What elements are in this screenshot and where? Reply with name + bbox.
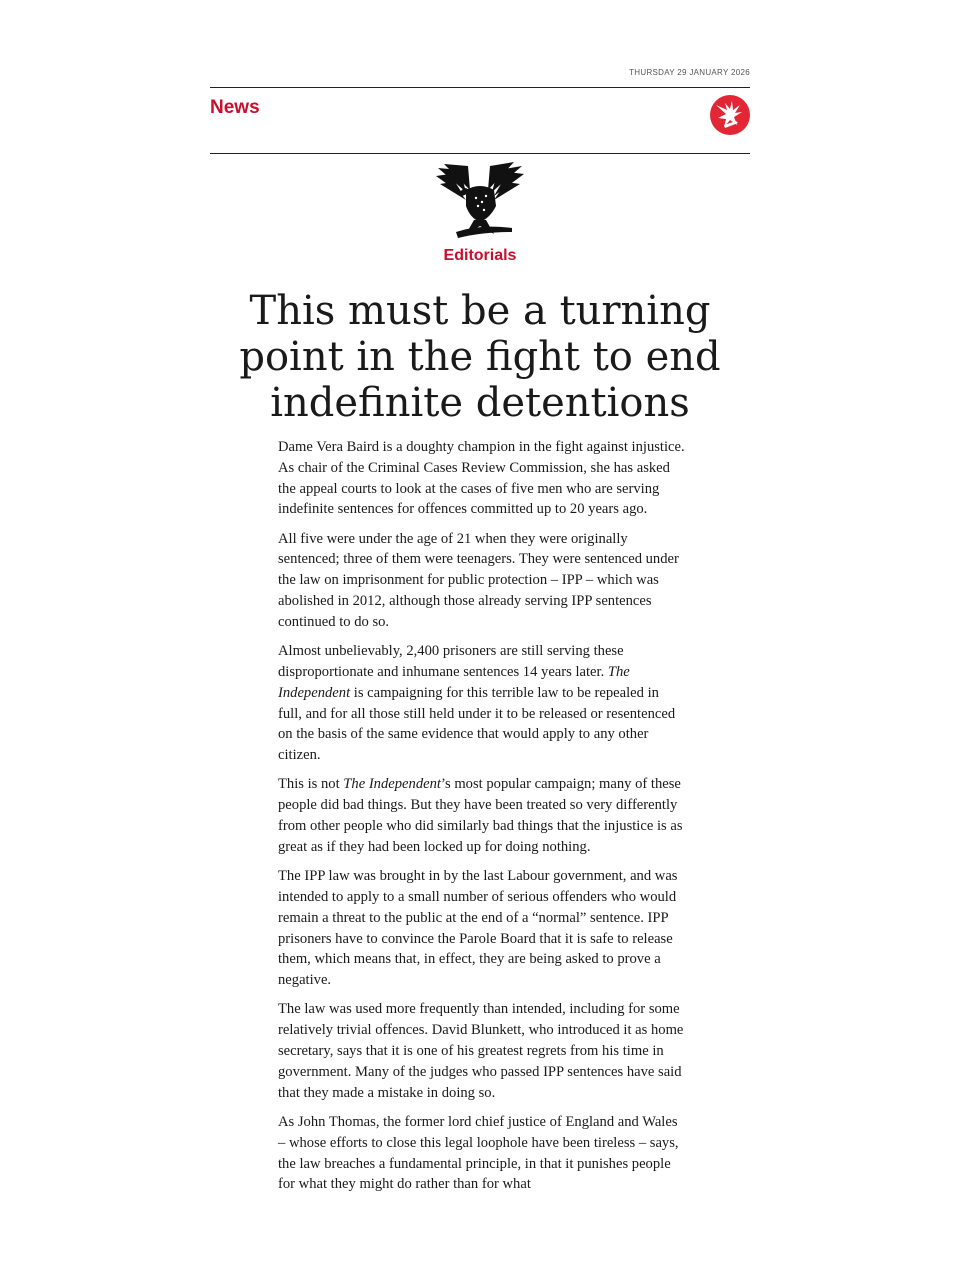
article-headline: This must be a turning point in the fight to end indefinite detentions bbox=[239, 288, 721, 426]
header-bottom-rule bbox=[210, 153, 750, 154]
article-paragraph bbox=[278, 641, 686, 766]
paragraph-text: All five were under the age of 21 when they were originally sentenced; three of them were teenagers. They were sentenced under the law on imprisonment for public protection – IPP – which was abolished in 2012, although those already serving IPP sentences continued to do so. bbox=[278, 530, 679, 630]
paragraph-text: The law was used more frequently than intended, including for some relatively trivial offences. David Blunkett, who introduced it as home secretary, says that it is one of his greatest regrets from his time in government. Many of the judges who passed IPP sentences have said that they made a mistake in doing so. bbox=[278, 1001, 684, 1101]
header-top-rule bbox=[210, 87, 750, 88]
paragraph-text: is campaigning for this terrible law to be repealed in full, and for all those still held under it to be released or resentenced on the basis of the same evidence that would apply to any other citizen. bbox=[278, 684, 676, 764]
publication-name: The Independent bbox=[343, 776, 441, 793]
article-paragraph bbox=[278, 866, 686, 991]
paragraph-text: As John Thomas, the former lord chief justice of England and Wales – whose efforts to close this legal loophole have been tireless – says, the law breaches a fundamental principle, in that it punishes people for what they might do rather than for what bbox=[278, 1113, 679, 1193]
eagle-logo-icon[interactable] bbox=[710, 95, 750, 135]
section-label[interactable]: News bbox=[210, 97, 260, 118]
paragraph-text: This is not bbox=[278, 776, 344, 793]
issue-date: THURSDAY 29 JANUARY 2026 bbox=[629, 68, 750, 77]
article-paragraph bbox=[278, 529, 686, 633]
paragraph-text: The IPP law was brought in by the last Labour government, and was intended to apply to a small number of serious offenders who would remain a threat to the public at the end of a “normal” sentence. IPP prisoners have to convince the Parole Board that it is safe to release them, which means that, in effect, they are being asked to prove a negative. bbox=[278, 868, 678, 989]
article-paragraph bbox=[278, 774, 686, 857]
paragraph-text: Almost unbelievably, 2,400 prisoners are still serving these disproportionate and inhumane sentences 14 years later. bbox=[278, 643, 624, 680]
article-paragraph bbox=[278, 1112, 686, 1195]
paragraph-text: ’s most popular campaign; many of these people did bad things. But they have been treated so very differently from other people who did similarly bad things that the injustice is as great as if they had been locked up for doing nothing. bbox=[278, 776, 683, 855]
article-body bbox=[278, 437, 686, 1204]
paragraph-text: Dame Vera Baird is a doughty champion in the fight against injustice. As chair of the Criminal Cases Review Commission, she has asked the appeal courts to look at the cases of five men who are serving indefinite sentences for offences committed up to 20 years ago. bbox=[278, 439, 685, 518]
article-category[interactable]: Editorials bbox=[443, 247, 517, 264]
eagle-emblem-icon bbox=[436, 162, 524, 242]
article-paragraph bbox=[278, 999, 686, 1103]
article-paragraph bbox=[278, 437, 686, 520]
publication-name: The Independent bbox=[278, 663, 630, 701]
